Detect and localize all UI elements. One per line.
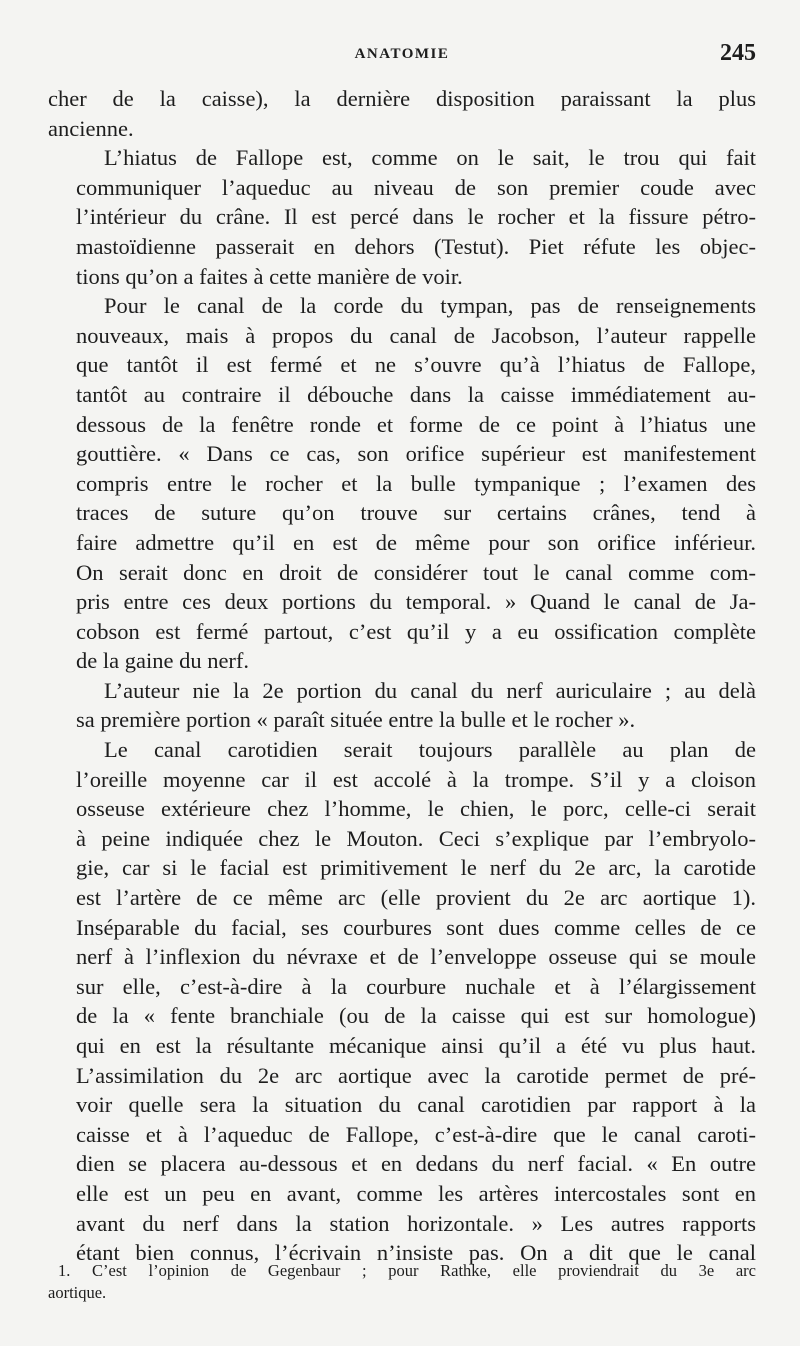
running-head: ANATOMIE (354, 46, 450, 62)
footnote (48, 1260, 756, 1304)
text-line: On serait donc en droit de considérer tout le canal comme com- (76, 559, 756, 585)
text-line: L’assimilation du 2e arc aortique avec la carotide permet de pré- (76, 1062, 756, 1088)
text-line: avant du nerf dans la station horizontale. » Les autres rapports (76, 1210, 756, 1236)
text-line: cher de la caisse), la dernière disposition paraissant la plus (48, 86, 756, 111)
text-line: dien se placera au-dessous et en dedans du nerf facial. « En outre (76, 1151, 756, 1177)
paragraph-5 (48, 735, 756, 1268)
paragraph-3 (48, 291, 756, 676)
text-line: de la « fente branchiale (ou de la caisse qui est sur homologue) (76, 1003, 756, 1029)
text-line: sur elle, c’est-à-dire à la courbure nuchale et à l’élargissement (76, 973, 756, 999)
text-line: à peine indiquée chez le Mouton. Ceci s’explique par l’embryolo- (76, 825, 756, 851)
text-line: osseuse extérieure chez l’homme, le chien, le porc, celle-ci serait (76, 796, 756, 822)
text-line: caisse et à l’aqueduc de Fallope, c’est-à-dire que le canal caroti- (76, 1121, 756, 1147)
text-line: L’hiatus de Fallope est, comme on le sait, le trou qui fait (104, 145, 756, 171)
text-line: pris entre ces deux portions du temporal. » Quand le canal de Ja- (76, 589, 756, 615)
text-line: tantôt au contraire il débouche dans la caisse immédiatement au- (76, 381, 756, 407)
text-line: l’intérieur du crâne. Il est percé dans le rocher et la fissure pétro- (76, 204, 756, 230)
text-line: elle est un peu en avant, comme les artères intercostales sont en (76, 1180, 756, 1206)
footnote-line: aortique. (48, 1283, 107, 1302)
text-line: étant bien connus, l’écrivain n’insiste pas. On a dit que le canal (76, 1240, 756, 1266)
text-line: est l’artère de ce même arc (elle provient du 2e arc aortique 1). (76, 885, 756, 911)
text-line: faire admettre qu’il en est de même pour son orifice inférieur. (76, 529, 756, 555)
text-line: L’auteur nie la 2e portion du canal du nerf auriculaire ; au delà (104, 677, 756, 703)
text-line: traces de suture qu’on trouve sur certains crânes, tend à (76, 500, 756, 526)
text-line: nerf à l’inflexion du névraxe et de l’enveloppe osseuse qui se moule (76, 944, 756, 970)
text-line: voir quelle sera la situation du canal carotidien par rapport à la (76, 1092, 756, 1118)
text-line: gie, car si le facial est primitivement le nerf du 2e arc, la carotide (76, 855, 756, 881)
text-line: Pour le canal de la corde du tympan, pas de renseignements (104, 293, 756, 319)
text-line: tions qu’on a faites à cette manière de voir. (76, 263, 463, 289)
text-line: dessous de la fenêtre ronde et forme de ce point à l’hiatus une (76, 411, 756, 437)
text-line: de la gaine du nerf. (76, 648, 250, 674)
text-line: sa première portion « paraît située entre la bulle et le rocher ». (76, 707, 636, 733)
text-line: Le canal carotidien serait toujours parallèle au plan de (104, 737, 756, 763)
page-number: 245 (720, 40, 756, 66)
paragraph-2 (48, 143, 756, 291)
text-line: nouveaux, mais à propos du canal de Jacobson, l’auteur rappelle (76, 322, 756, 348)
paragraph-1 (48, 84, 756, 143)
text-line: communiquer l’aqueduc au niveau de son premier coude avec (76, 174, 756, 200)
text-line: mastoïdienne passerait en dehors (Testut). Piet réfute les objec- (76, 233, 756, 259)
text-line: compris entre le rocher et la bulle tympanique ; l’examen des (76, 470, 756, 496)
text-line: ancienne. (48, 115, 134, 141)
text-line: gouttière. « Dans ce cas, son orifice supérieur est manifestement (76, 441, 756, 467)
paragraph-4 (48, 676, 756, 735)
text-line: Inséparable du facial, ses courbures sont dues comme celles de ce (76, 914, 756, 940)
text-line: que tantôt il est fermé et ne s’ouvre qu’à l’hiatus de Fallope, (76, 352, 756, 378)
text-line: l’oreille moyenne car il est accolé à la trompe. S’il y a cloison (76, 766, 756, 792)
text-line: qui en est la résultante mécanique ainsi qu’il a été vu plus haut. (76, 1033, 756, 1058)
footnote-line: 1. C’est l’opinion de Gegenbaur ; pour Rathke, elle proviendrait du 3e arc (58, 1261, 756, 1280)
page-header (48, 40, 756, 74)
text-line: cobson est fermé partout, c’est qu’il y a eu ossification complète (76, 618, 756, 644)
body-text (48, 84, 756, 1268)
